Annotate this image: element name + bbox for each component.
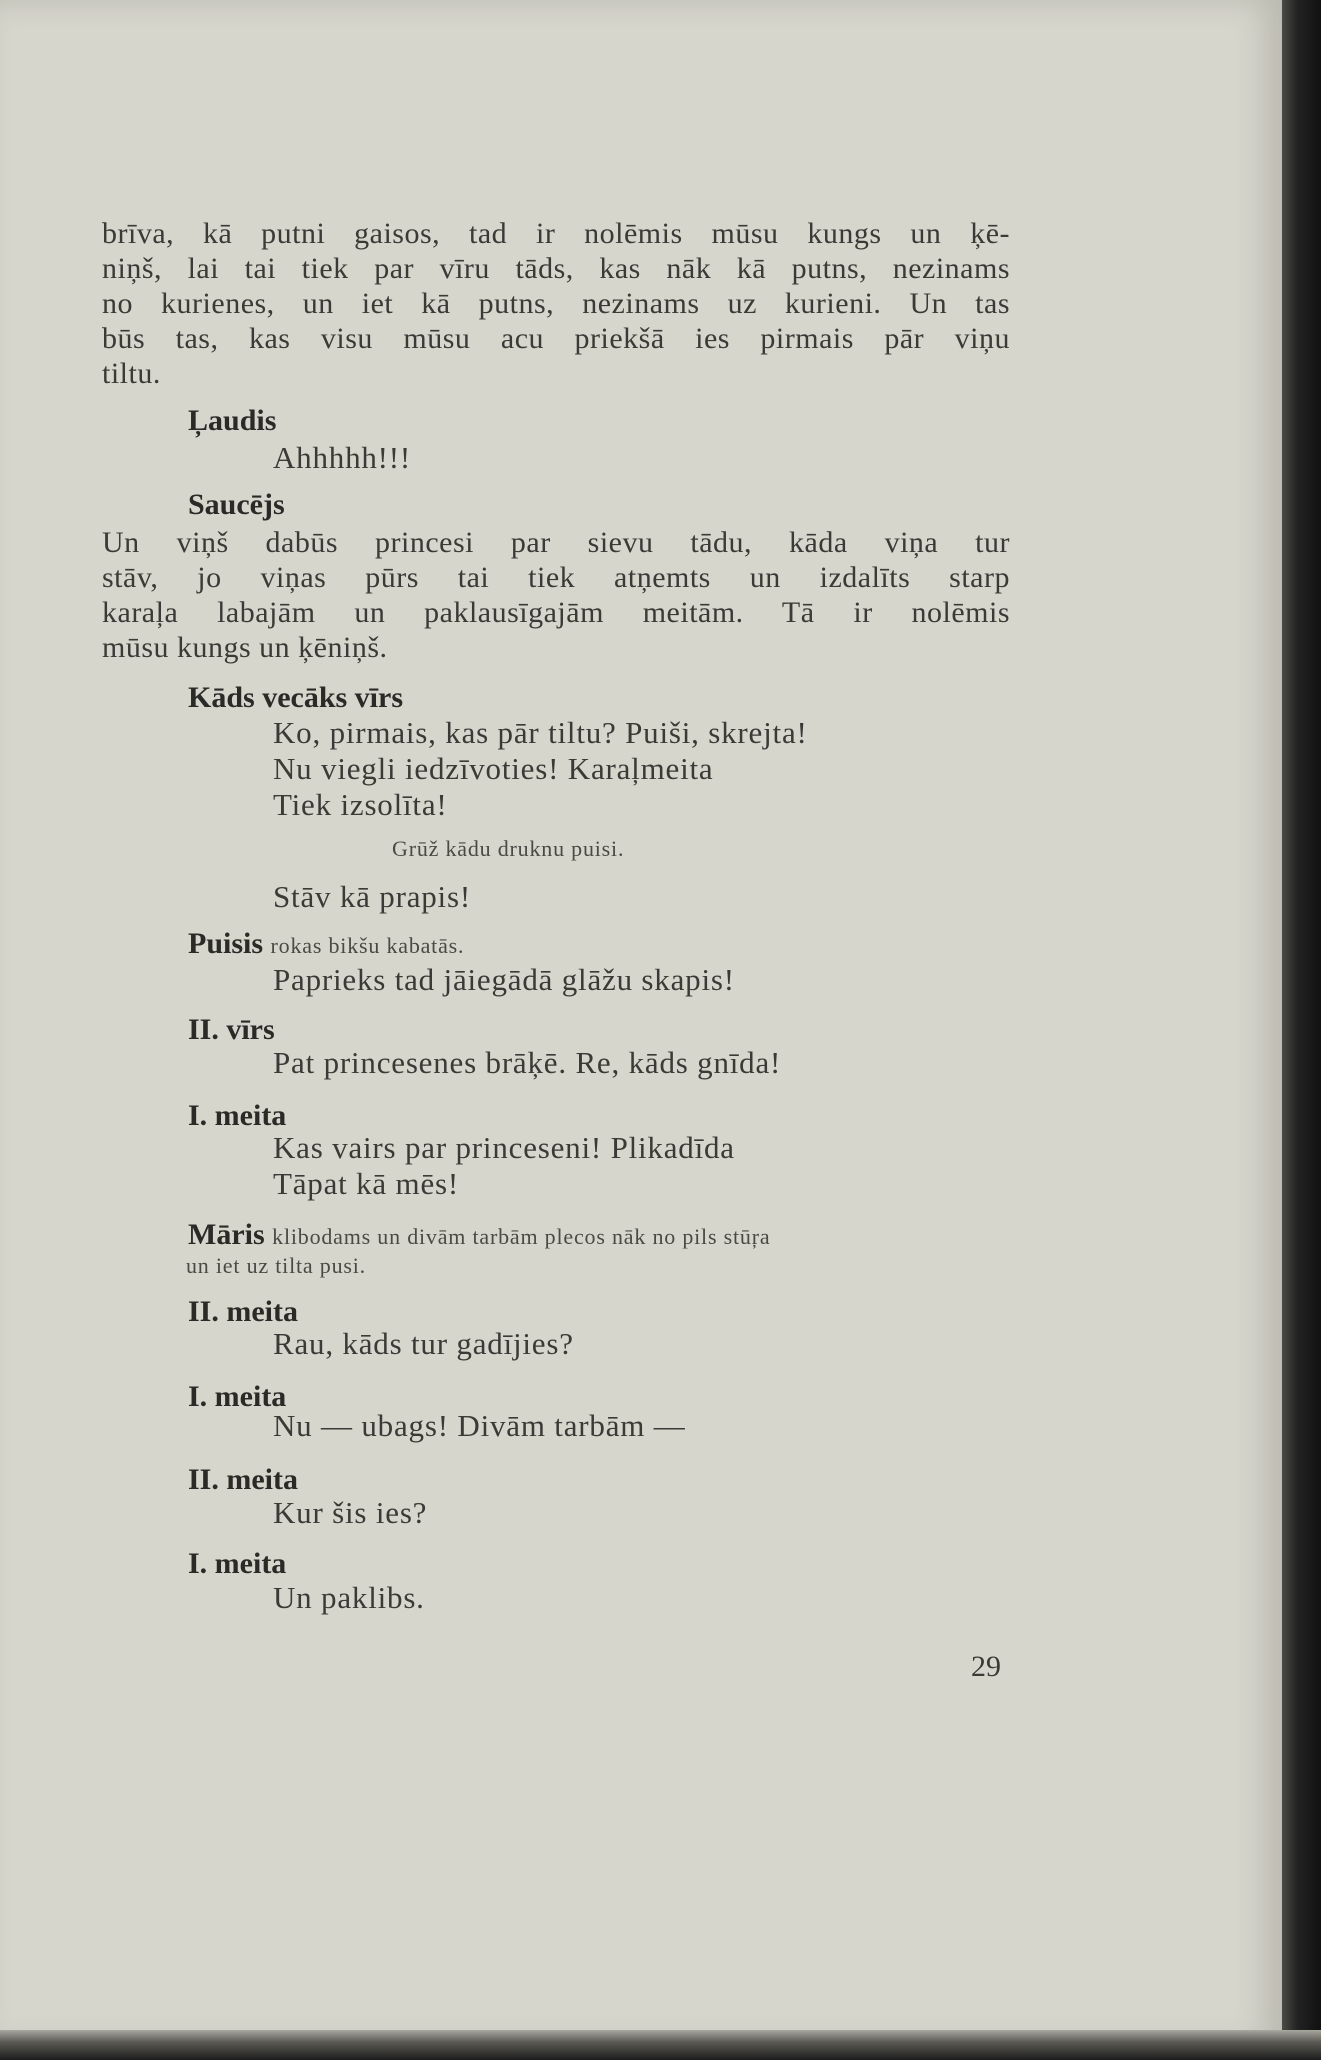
stage-direction-puisis: rokas bikšu kabatās. xyxy=(270,933,465,958)
vecaks-line-after: Stāv kā prapis! xyxy=(273,879,471,914)
opening-line-5: tiltu. xyxy=(102,357,161,390)
i-meita-3-line: Un paklibs. xyxy=(273,1580,425,1615)
opening-line-2: niņš, lai tai tiek par vīru tāds, kas nāk kā putns, nezinams xyxy=(102,252,1010,285)
speaker-puisis xyxy=(188,927,464,961)
laudis-line: Ahhhhh!!! xyxy=(273,440,412,475)
speaker-maris-name: Māris xyxy=(188,1218,265,1251)
speaker-i-meita-1: I. meita xyxy=(188,1099,287,1132)
stage-direction-maris-cont: un iet uz tilta pusi. xyxy=(186,1253,366,1278)
i-meita-1-line-2: Tāpat kā mēs! xyxy=(273,1166,459,1201)
vecaks-line-3: Tiek izsolīta! xyxy=(273,787,448,822)
stage-direction-gruz: Grūž kādu druknu puisi. xyxy=(392,836,625,861)
page-number: 29 xyxy=(971,1650,1001,1683)
page-bottom-edge xyxy=(0,2030,1321,2060)
puisis-line: Paprieks tad jāiegādā glāžu skapis! xyxy=(273,962,735,997)
speaker-i-meita-2: I. meita xyxy=(188,1380,287,1413)
speaker-ii-meita-1: II. meita xyxy=(188,1295,298,1328)
speaker-ii-virs: II. vīrs xyxy=(188,1013,275,1046)
vecaks-line-2: Nu viegli iedzīvoties! Karaļmeita xyxy=(273,751,714,786)
speaker-vecaks-virs: Kāds vecāks vīrs xyxy=(188,681,404,714)
i-meita-2-line: Nu — ubags! Divām tarbām — xyxy=(273,1408,686,1443)
opening-line-1: brīva, kā putni gaisos, tad ir nolēmis mūsu kungs un ķē- xyxy=(102,217,1010,250)
speaker-maris xyxy=(188,1218,770,1252)
opening-line-3: no kurienes, un iet kā putns, nezinams uz kurieni. Un tas xyxy=(102,287,1010,320)
speaker-puisis-name: Puisis xyxy=(188,927,264,960)
opening-line-4: būs tas, kas visu mūsu acu priekšā ies pirmais pār viņu xyxy=(102,322,1010,355)
i-meita-1-line-1: Kas vairs par princeseni! Plikadīda xyxy=(273,1130,735,1165)
saucejs-line-2: stāv, jo viņas pūrs tai tiek atņemts un izdalīts starp xyxy=(102,561,1010,594)
saucejs-line-3: karaļa labajām un paklausīgajām meitām. Tā ir nolēmis xyxy=(102,596,1010,629)
saucejs-line-1: Un viņš dabūs princesi par sievu tādu, kāda viņa tur xyxy=(102,526,1010,559)
speaker-saucejs: Saucējs xyxy=(188,488,285,521)
stage-direction-maris: klibodams un divām tarbām plecos nāk no pils stūŗa xyxy=(272,1224,771,1249)
ii-meita-2-line: Kur šis ies? xyxy=(273,1495,428,1530)
speaker-ii-meita-2: II. meita xyxy=(188,1463,298,1496)
speaker-i-meita-3: I. meita xyxy=(188,1547,287,1580)
saucejs-line-4: mūsu kungs un ķēniņš. xyxy=(102,631,388,664)
book-spine xyxy=(1282,0,1321,2060)
ii-meita-1-line: Rau, kāds tur gadījies? xyxy=(273,1326,574,1361)
ii-virs-line: Pat princesenes brāķē. Re, kāds gnīda! xyxy=(273,1045,782,1080)
vecaks-line-1: Ko, pirmais, kas pār tiltu? Puiši, skrejta! xyxy=(273,715,808,750)
speaker-laudis: Ļaudis xyxy=(188,404,277,437)
